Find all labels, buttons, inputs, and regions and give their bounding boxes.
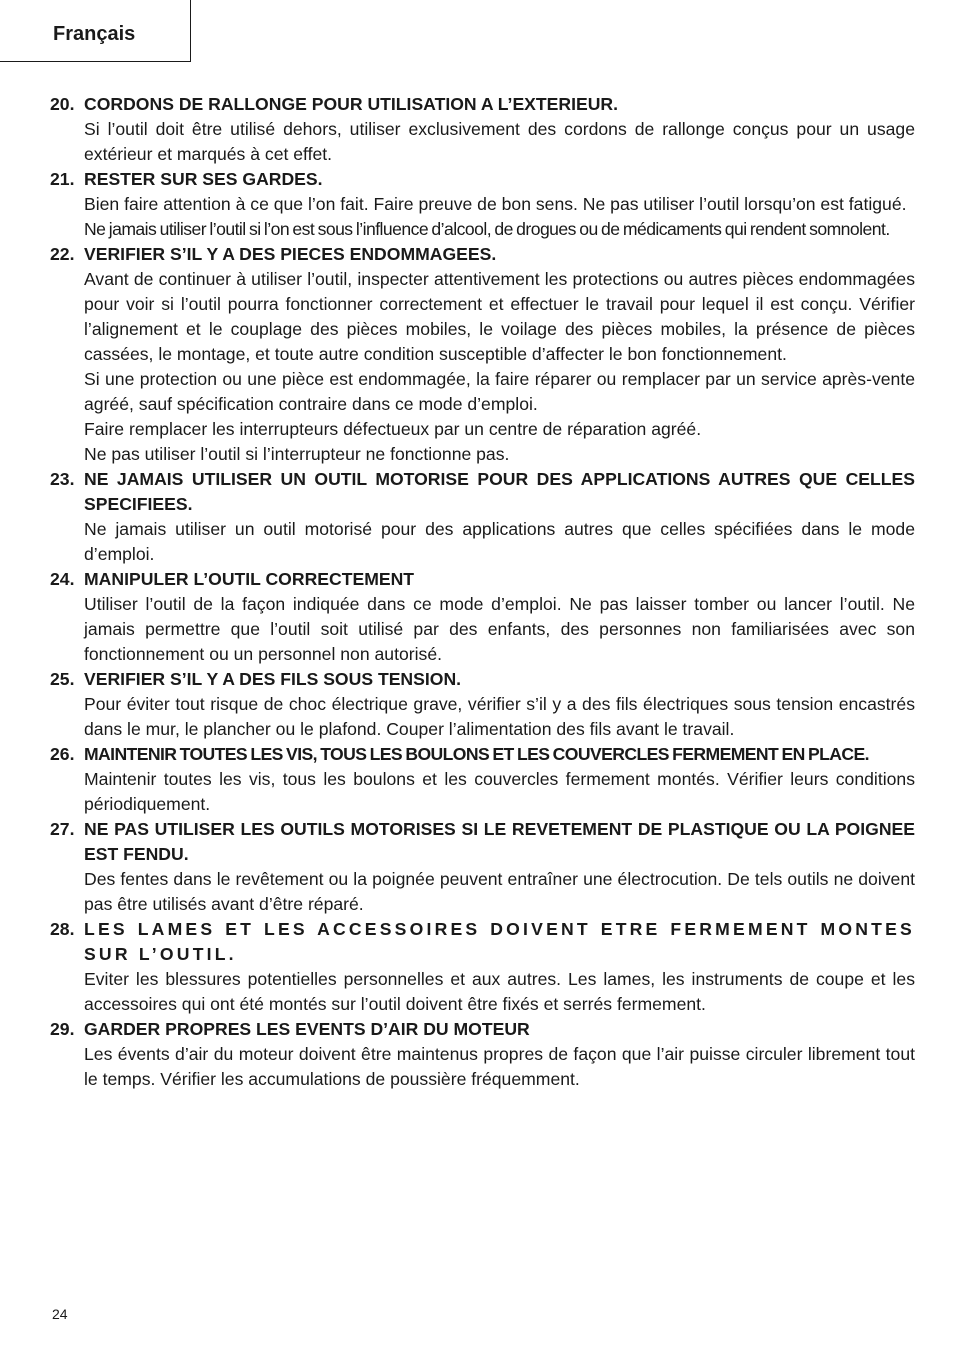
rule-item-20 (50, 92, 915, 167)
rule-number: 26. (50, 744, 75, 764)
rule-title: GARDER PROPRES LES EVENTS D’AIR DU MOTEUR (84, 1019, 530, 1039)
rule-item-29 (50, 1017, 915, 1092)
rule-title: MANIPULER L’OUTIL CORRECTEMENT (84, 569, 415, 589)
rule-item-28 (50, 917, 915, 1017)
rule-title: VERIFIER S’IL Y A DES PIECES ENDOMMAGEES. (84, 244, 497, 264)
rule-number: 28. (50, 919, 75, 939)
rule-paragraph: Si une protection ou une pièce est endommagée, la faire réparer ou remplacer par un service après-vente agréé, sauf spécification contraire dans ce mode d’emploi. (84, 369, 915, 414)
rule-paragraph: Ne pas utiliser l’outil si l’interrupteur ne fonctionne pas. (84, 444, 510, 464)
rule-number: 27. (50, 819, 75, 839)
rule-item-21 (50, 167, 915, 242)
rule-number: 20. (50, 94, 75, 114)
safety-rules-list (50, 92, 915, 1092)
rule-title: CORDONS DE RALLONGE POUR UTILISATION A L’EXTERIEUR. (84, 94, 619, 114)
rule-title: NE PAS UTILISER LES OUTILS MOTORISES SI LE REVETEMENT DE PLASTIQUE OU LA POIGNEE EST FENDU. (84, 819, 915, 864)
rule-paragraph: Bien faire attention à ce que l’on fait. Faire preuve de bon sens. Ne pas utiliser l’outil lorsqu’on est fatigué. (84, 194, 907, 214)
page-number: 24 (52, 1306, 68, 1322)
rule-title: VERIFIER S’IL Y A DES FILS SOUS TENSION. (84, 669, 462, 689)
rule-paragraph: Si l’outil doit être utilisé dehors, utiliser exclusivement des cordons de rallonge conçus pour un usage extérieur et marqués à cet effet. (84, 119, 915, 164)
rule-paragraph: Pour éviter tout risque de choc électrique grave, vérifier s’il y a des fils électriques sous tension encastrés dans le mur, le plancher ou le plafond. Couper l’alimentation des fils avant le travail. (84, 694, 915, 739)
rule-number: 25. (50, 669, 75, 689)
rule-item-27 (50, 817, 915, 917)
rule-number: 29. (50, 1019, 75, 1039)
rule-title: RESTER SUR SES GARDES. (84, 169, 323, 189)
language-label: Français (53, 23, 136, 45)
rule-paragraph: Les évents d’air du moteur doivent être maintenus propres de façon que l’air puisse circuler librement tout le temps. Vérifier les accumulations de poussière fréquemment. (84, 1044, 915, 1089)
rule-paragraph: Maintenir toutes les vis, tous les boulons et les couvercles fermement montés. Vérifier leurs conditions périodiquement. (84, 769, 915, 814)
rule-title: LES LAMES ET LES ACCESSOIRES DOIVENT ETRE FERMEMENT MONTES SUR L’OUTIL. (84, 919, 915, 964)
rule-paragraph: Des fentes dans le revêtement ou la poignée peuvent entraîner une électrocution. De tels outils ne doivent pas être utilisés avant d’être réparé. (84, 869, 915, 914)
rule-paragraph: Ne jamais utiliser l’outil si l’on est sous l’influence d’alcool, de drogues ou de médicaments qui rendent somnolent. (84, 219, 890, 239)
rule-number: 23. (50, 469, 75, 489)
rule-paragraph: Faire remplacer les interrupteurs défectueux par un centre de réparation agréé. (84, 419, 702, 439)
rule-item-26 (50, 742, 915, 817)
rule-item-23 (50, 467, 915, 567)
rule-paragraph: Avant de continuer à utiliser l’outil, inspecter attentivement les protections ou autres pièces endommagées pour voir si l’outil pourra fonctionner correctement et effectuer le travail pour lequel il est conçu. Vérifier l’alignement et le couplage des pièces mobiles, le voilage des pièces mobiles, la présence de pièces cassées, le montage, et toute autre condition susceptible d’affecter le bon fonctionnement. (84, 269, 915, 364)
rule-item-22 (50, 242, 915, 467)
rule-number: 21. (50, 169, 75, 189)
rule-item-25 (50, 667, 915, 742)
rule-title: MAINTENIR TOUTES LES VIS, TOUS LES BOULONS ET LES COUVERCLES FERMEMENT EN PLACE. (84, 744, 869, 764)
rule-item-24 (50, 567, 915, 667)
rule-title: NE JAMAIS UTILISER UN OUTIL MOTORISE POUR DES APPLICATIONS AUTRES QUE CELLES SPECIFIEES. (84, 469, 915, 514)
rule-paragraph: Utiliser l’outil de la façon indiquée dans ce mode d’emploi. Ne pas laisser tomber ou lancer l’outil. Ne jamais permettre que l’outil soit utilisé par des enfants, des personnes non familiarisées avec son fonctionnement ou un personnel non autorisé. (84, 594, 915, 664)
rule-paragraph: Ne jamais utiliser un outil motorisé pour des applications autres que celles spécifiées dans le mode d’emploi. (84, 519, 915, 564)
rule-paragraph: Eviter les blessures potentielles personnelles et aux autres. Les lames, les instruments de coupe et les accessoires qui ont été montés sur l’outil doivent être fixés et serrés fermement. (84, 969, 915, 1014)
rule-number: 22. (50, 244, 75, 264)
rule-number: 24. (50, 569, 75, 589)
